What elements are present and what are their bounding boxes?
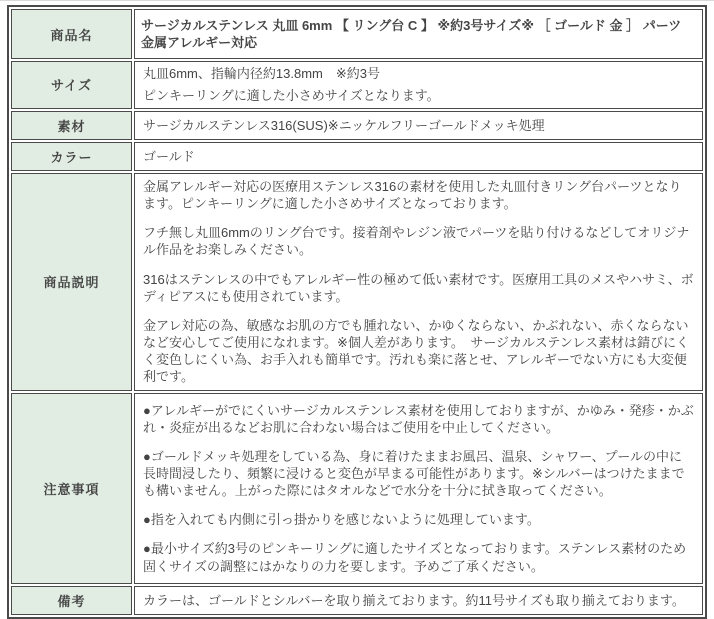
spec-row-product-name [11,9,703,59]
spec-label-material: 素材 [11,111,132,140]
spec-row-size [11,61,703,108]
spec-label-product-name: 商品名 [11,9,132,59]
spec-row-description [11,173,703,391]
spec-label-description: 商品説明 [11,173,132,391]
spec-row-color [11,142,703,171]
size-line-2: ピンキーリングに適した小さめサイズとなります。 [143,88,440,104]
description-paragraph-4: 金アレ対応の為、敏感なお肌の方でも腫れない、かゆくならない、かぶれない、赤くならないなど安心してご使用になれます。※個人差があります。 サージカルステンレス素材は錆びにくく変色しにくい為、お手入れも簡単です。汚れも楽に落とせ、アレルギーでない方にも大変便利です。 [143,317,690,385]
spec-value-material [134,111,703,140]
spec-row-notes [11,393,703,584]
spec-label-size: サイズ [11,61,132,108]
spec-row-remarks [11,586,703,615]
remarks-text: カラーは、ゴールドとシルバーを取り揃えております。約11号サイズも取り揃えております。 [143,592,685,608]
spec-label-notes: 注意事項 [11,393,132,584]
spec-value-remarks [134,586,703,615]
notes-bullet-2: ●ゴールドメッキ処理をしている為、身に着けたままお風呂、温泉、シャワー、プールの中に長時間浸したり、頻繁に浸けると変色が早まる可能性があります。※シルバーはつけたままでも構いません。上がった際にはタオルなどで水分を十分に拭き取ってください。 [143,448,685,499]
spec-row-material [11,111,703,140]
description-paragraph-3: 316はステンレスの中でもアレルギー性の極めて低い素材です。医療用工具のメスやハサミ、ボディピアスにも使用されています。 [143,271,694,304]
product-spec-table [7,5,707,619]
product-name-text: サージカルステンレス 丸皿 6mm 【 リング台 C 】 ※約3号サイズ※ ［ ゴールド 金 ］ パーツ 金属アレルギー対応 [141,18,682,51]
notes-bullet-4: ●最小サイズ約3号のピンキーリングに適したサイズとなっております。ステンレス素材のため固くサイズの調整にはかなりの力を要します。予めご了承ください。 [143,541,687,574]
spec-label-remarks: 備考 [11,586,132,615]
spec-value-color [134,142,703,171]
notes-bullet-3: ●指を入れても内側に引っ掛かりを感じないように処理しています。 [143,512,540,528]
spec-value-size [134,61,703,108]
notes-bullet-1: ●アレルギーがでにくいサージカルステンレス素材を使用しておりますが、かゆみ・発疹・かぶれ・炎症が出るなどお肌に合わない場合はご使用を中止してください。 [143,402,694,435]
spec-value-notes [134,393,703,584]
spec-value-product-name [134,9,703,59]
spec-label-color: カラー [11,142,132,171]
description-paragraph-2: フチ無し丸皿6mmのリング台です。接着剤やレジン液でパーツを貼り付けるなどしてオリジナル作品をお楽しみください。 [143,225,690,258]
description-paragraph-1: 金属アレルギー対応の医療用ステンレス316の素材を使用した丸皿付きリング台パーツとなります。ピンキーリングに適した小さめサイズとなっております。 [143,178,682,212]
material-text: サージカルステンレス316(SUS)※ニッケルフリーゴールドメッキ処理 [143,117,545,133]
color-text: ゴールド [143,148,195,164]
spec-value-description [134,173,703,391]
top-hairline [0,0,714,1]
size-line-1: 丸皿6mm、指輪内径約13.8mm ※約3号 [143,66,380,82]
